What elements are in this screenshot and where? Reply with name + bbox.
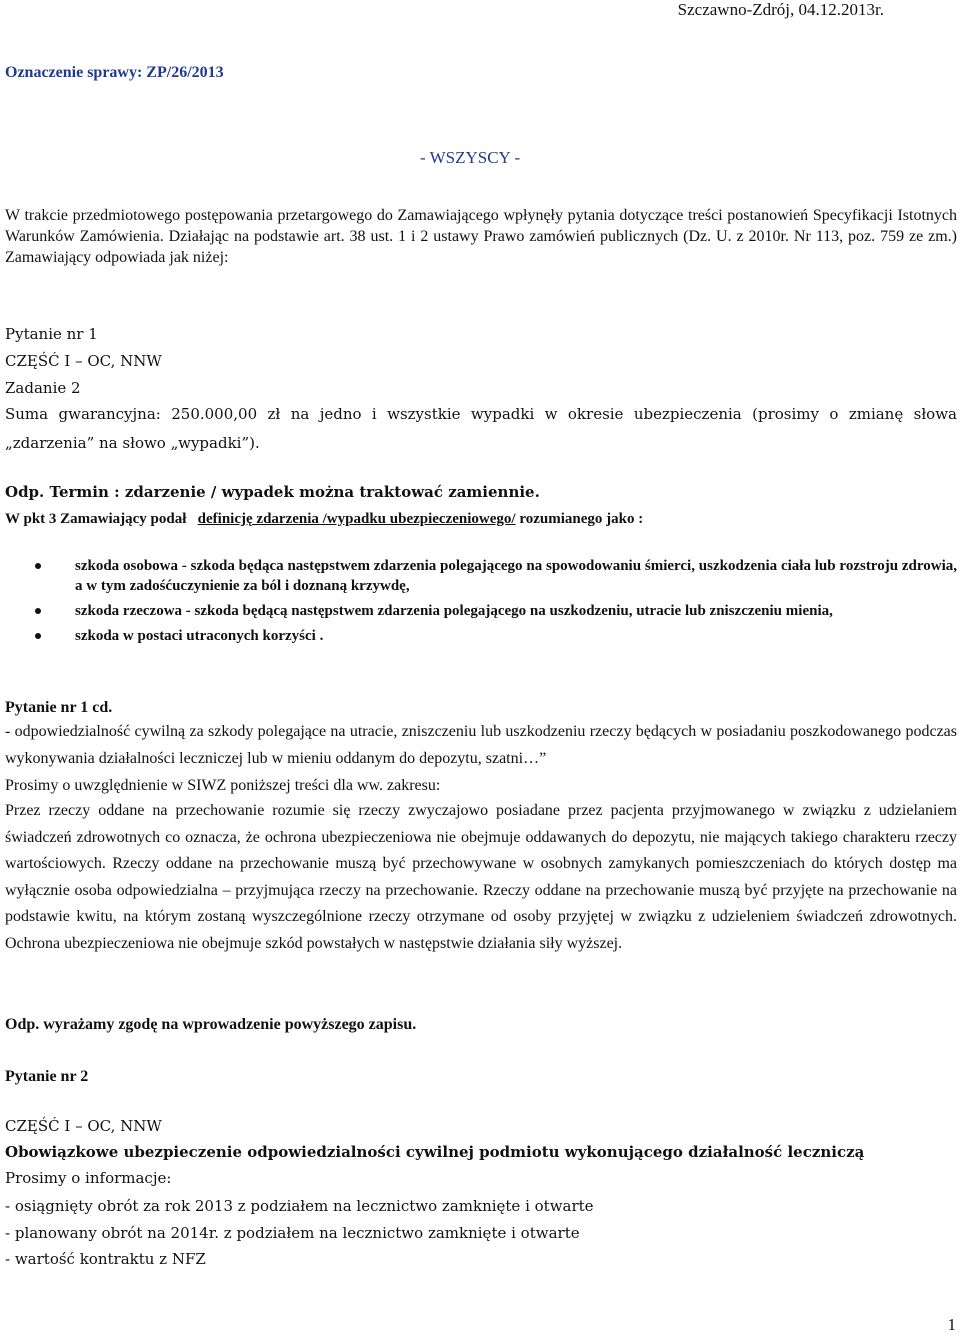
bullet-icon bbox=[35, 563, 41, 569]
list-item-text: szkoda rzeczowa - szkoda będącą następstwem zdarzenia polegającego na uszkodzeniu, utracie lub zniszczeniu mienia, bbox=[75, 603, 833, 619]
question-1cd-title: Pytanie nr 1 cd. bbox=[5, 699, 113, 716]
definition-intro-text: W pkt 3 Zamawiający podał bbox=[5, 511, 187, 527]
question-2-request: Prosimy o informacje: bbox=[5, 1169, 172, 1187]
document-date: Szczawno-Zdrój, 04.12.2013r. bbox=[677, 0, 884, 19]
question-1cd-quote: - odpowiedzialność cywilną za szkody polegające na utracie, zniszczeniu lub uszkodzeniu rzeczy będących w posiadaniu poszkodowanego podczas wykonywania działalności leczniczej lub w mieniu oddanym do depozytu, szatni…” bbox=[5, 723, 957, 767]
question-1-part: CZĘŚĆ I – OC, NNW bbox=[5, 352, 162, 370]
list-item: - wartość kontraktu z NFZ bbox=[5, 1250, 206, 1268]
list-item bbox=[5, 601, 957, 621]
question-2-part: CZĘŚĆ I – OC, NNW bbox=[5, 1117, 162, 1135]
question-2-title: Pytanie nr 2 bbox=[5, 1068, 89, 1085]
question-2-subject: Obowiązkowe ubezpieczenie odpowiedzialności cywilnej podmiotu wykonującego działalność leczniczą bbox=[5, 1143, 865, 1161]
question-1-header bbox=[5, 322, 957, 401]
list-item bbox=[5, 556, 957, 596]
definition-intro bbox=[5, 507, 957, 532]
list-item: - osiągnięty obrót za rok 2013 z podziałem na lecznictwo zamknięte i otwarte bbox=[5, 1197, 594, 1215]
answer-label: Odp. bbox=[5, 483, 45, 501]
bullet-icon bbox=[35, 633, 41, 639]
recipients-line: - WSZYSCY - bbox=[420, 148, 521, 167]
question-2-items bbox=[5, 1193, 957, 1273]
intro-paragraph: W trakcie przedmiotowego postępowania przetargowego do Zamawiającego wpłynęły pytania dotyczące treści postanowień Specyfikacji Istotnych Warunków Zamówienia. Działając na podstawie art. 38 ust. 1 i 2 ustawy Prawo zamówień publicznych (Dz. U. z 2010r. Nr 113, poz. 759 ze zm.) Zamawiający odpowiada jak niżej: bbox=[5, 207, 957, 266]
case-reference: Oznaczenie sprawy: ZP/26/2013 bbox=[5, 64, 224, 81]
bullet-icon bbox=[35, 608, 41, 614]
definition-intro-tail: rozumianego jako : bbox=[519, 511, 644, 527]
list-item-text: szkoda osobowa - szkoda będąca następstwem zdarzenia polegającego na spowodowaniu śmierci, uszkodzenia ciała lub rozstroju zdrowia, a w tym zadośćuczynienie za ból i doznaną krzywdę, bbox=[75, 558, 957, 594]
page-number: 1 bbox=[947, 1315, 956, 1334]
question-1cd-request: Prosimy o uwzględnienie w SIWZ poniższej treści dla ww. zakresu: bbox=[5, 777, 441, 794]
list-item: - planowany obrót na 2014r. z podziałem na lecznictwo zamknięte i otwarte bbox=[5, 1223, 580, 1242]
answer-text: Termin : zdarzenie / wypadek można traktować zamiennie. bbox=[49, 483, 540, 501]
question-1-task: Zadanie 2 bbox=[5, 379, 81, 397]
list-item bbox=[5, 626, 957, 646]
question-1-title: Pytanie nr 1 bbox=[5, 325, 98, 343]
list-item-text: szkoda w postaci utraconych korzyści . bbox=[75, 628, 324, 644]
question-1cd-proposal: Przez rzeczy oddane na przechowanie rozumie się rzeczy zwyczajowo posiadane przez pacjenta przyjmowanego w związku z udzielaniem świadczeń zdrowotnych co oznacza, że ochrona ubezpieczeniowa nie obejmuje oddawanych do depozytu, nie mających takiego charakteru rzeczy wartościowych. Rzeczy oddane na przechowanie muszą być przechowywane w osobnych zamykanych pomieszczeniach do których dostęp ma wyłącznie osoba odpowiedzialna – przyjmująca rzeczy na przechowanie. Rzeczy oddane na przechowanie muszą być przyjęte na przechowanie na podstawie kwitu, na którym zostaną wyszczególnione rzeczy otrzymane od osoby przyjętej w związku z udzieleniem świadczeń zdrowotnych. Ochrona ubezpieczeniowa nie obejmuje szkód powstałych w następstwie działania siły wyższej. bbox=[5, 802, 957, 952]
question-1cd-answer: Odp. wyrażamy zgodę na wprowadzenie powyższego zapisu. bbox=[5, 1016, 417, 1033]
question-1-text: Suma gwarancyjna: 250.000,00 zł na jedno i wszystkie wypadki w okresie ubezpieczenia (prosimy o zmianę słowa „zdarzenia” na słowo „wypadki”). bbox=[5, 405, 957, 452]
definition-reference: definicję zdarzenia /wypadku ubezpieczeniowego/ bbox=[197, 511, 516, 527]
damage-definition-list bbox=[5, 556, 957, 651]
question-1-answer bbox=[5, 480, 957, 505]
